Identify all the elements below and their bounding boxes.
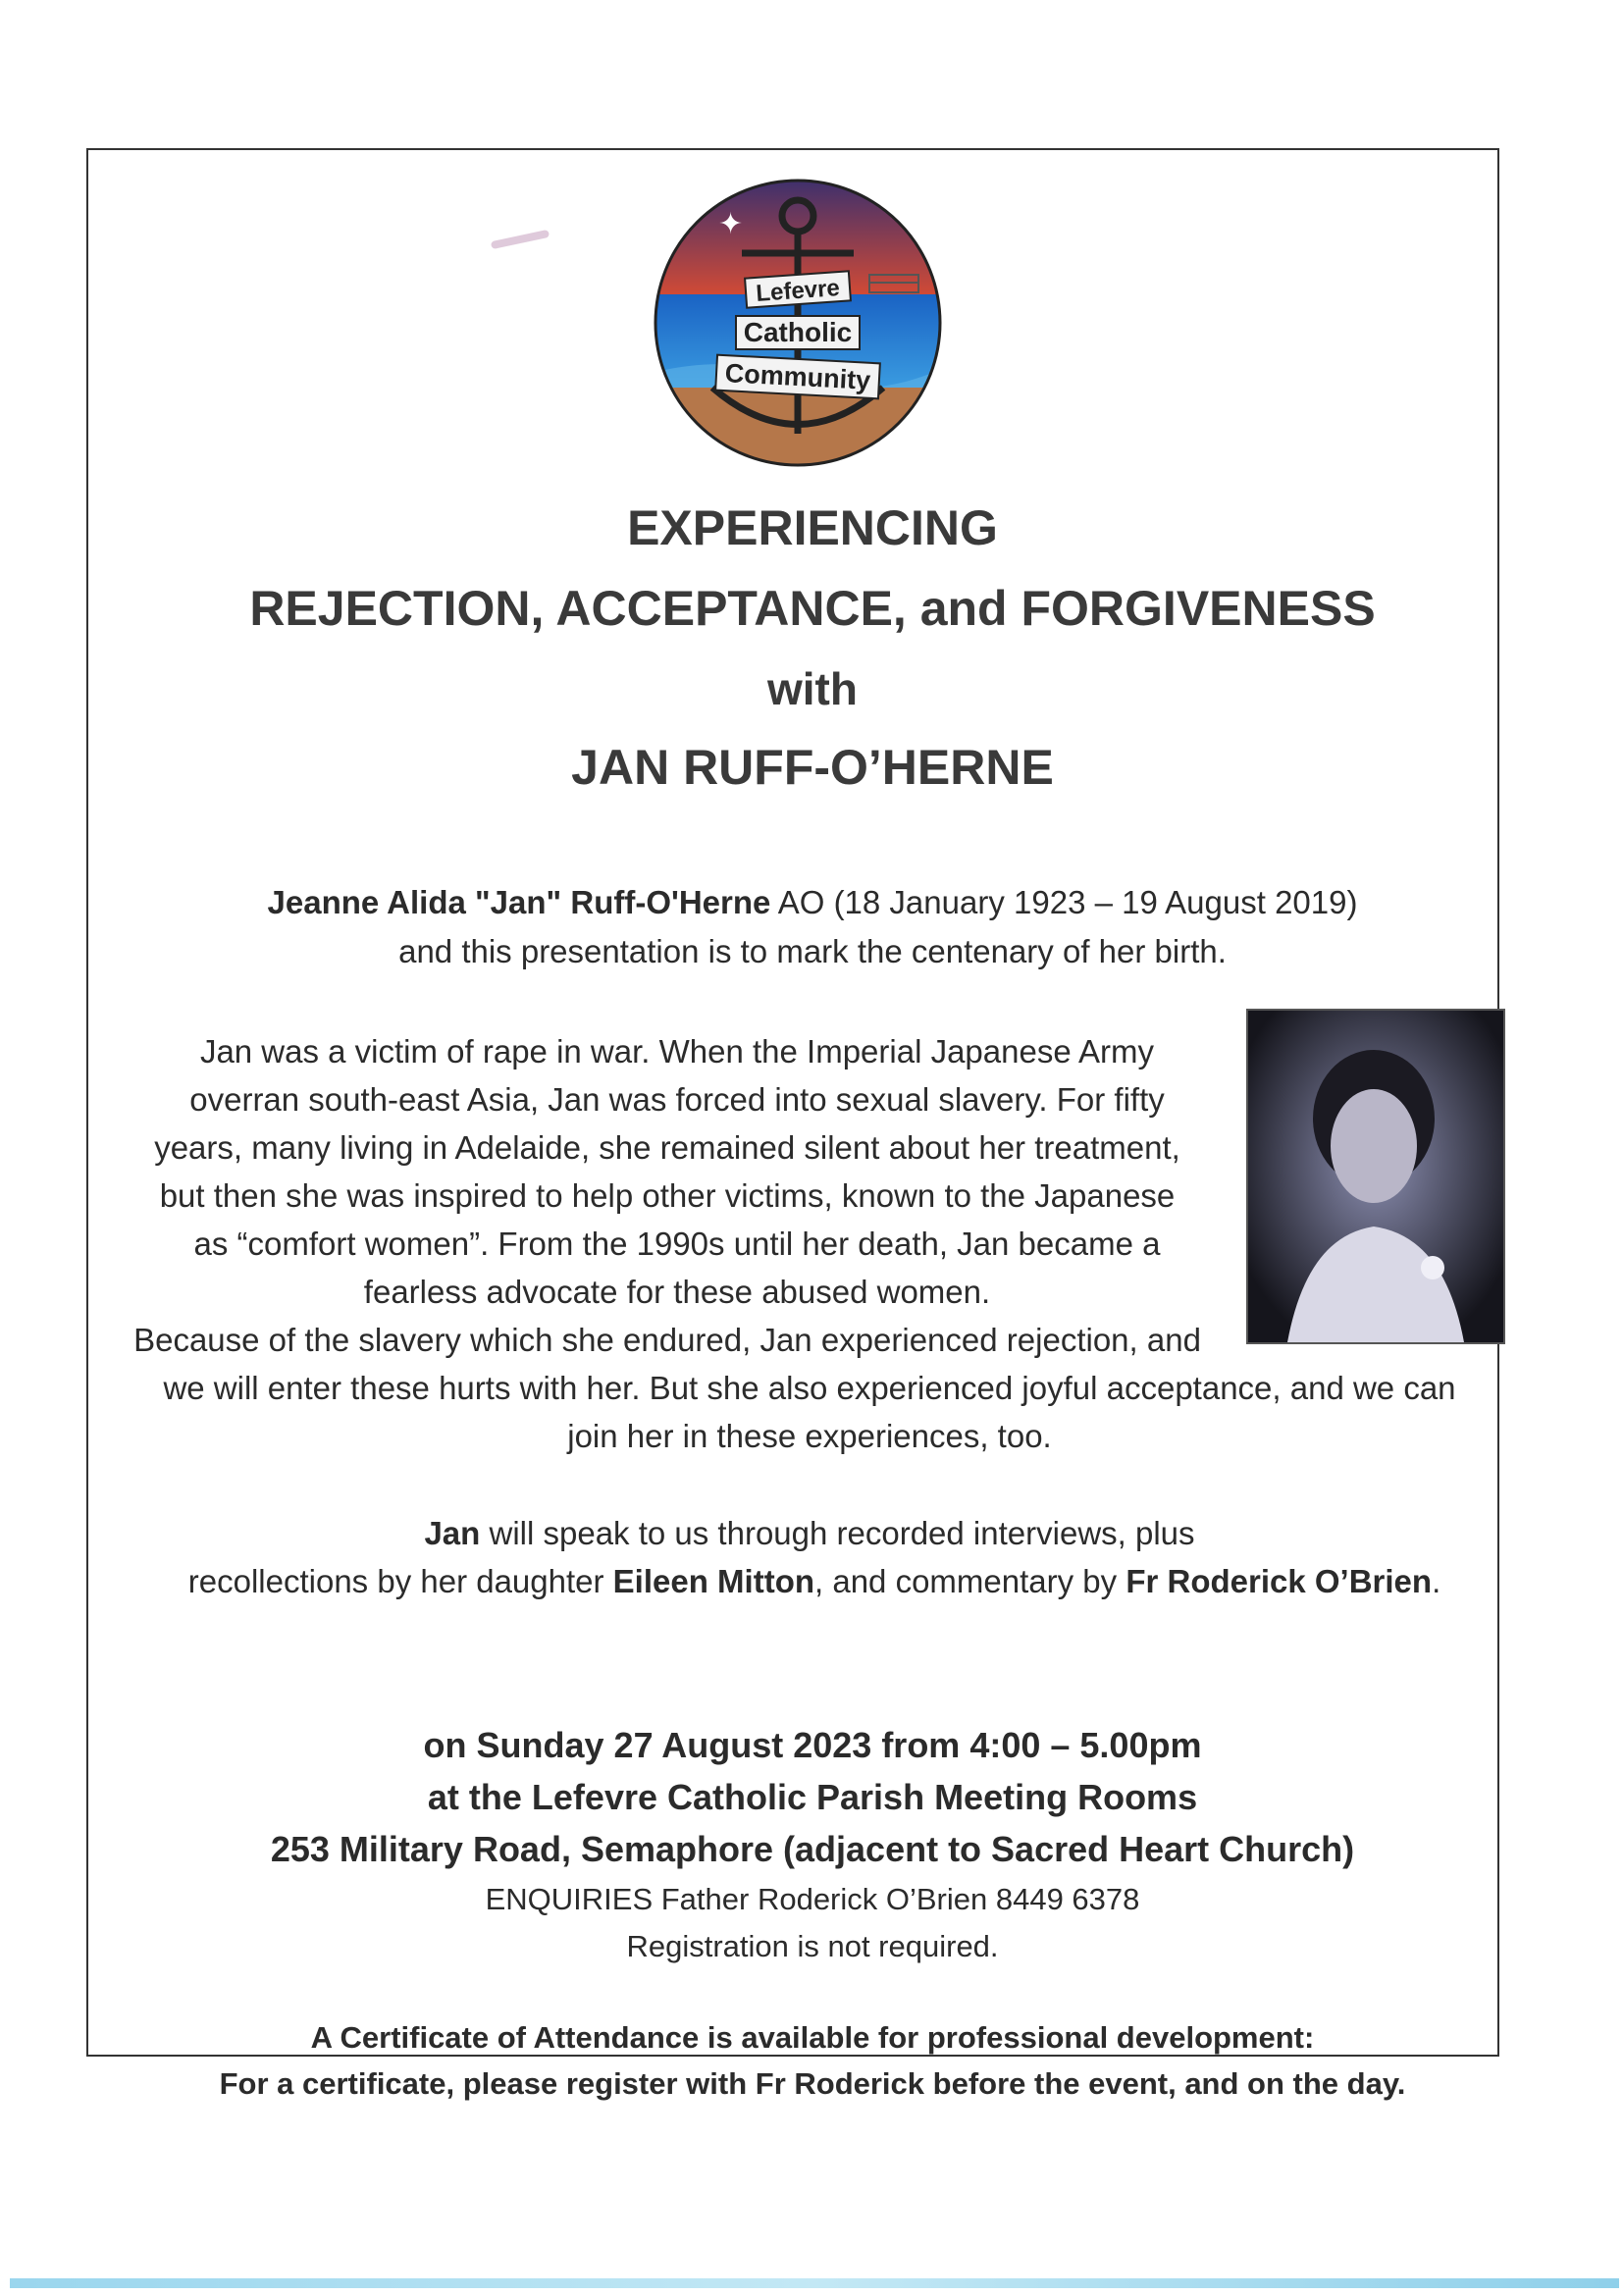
body-line-5: as “comfort women”. From the 1990s until her death, Jan became a: [193, 1226, 1161, 1262]
svg-text:Community: Community: [724, 358, 871, 395]
certificate-line-1: A Certificate of Attendance is available for professional development:: [310, 2020, 1315, 2055]
speakers-line-2-c: .: [1432, 1563, 1441, 1599]
event-where: at the Lefevre Catholic Parish Meeting Rooms: [427, 1777, 1198, 1817]
body-line-1: Jan was a victim of rape in war. When the Imperial Japanese Army: [199, 1033, 1155, 1070]
body-line-9: join her in these experiences, too.: [567, 1418, 1052, 1454]
lefevre-catholic-community-logo: [652, 177, 944, 469]
certificate-line-2: For a certificate, please register with Fr Roderick before the event, and on the day.: [219, 2066, 1406, 2101]
body-line-7: Because of the slavery which she endured, Jan experienced rejection, and: [133, 1322, 1201, 1358]
title-line-3: with: [767, 663, 858, 714]
title-line-1: EXPERIENCING: [627, 500, 998, 555]
intro-paragraph: [86, 878, 1539, 976]
title-line-4: JAN RUFF-O’HERNE: [571, 740, 1054, 795]
portrait-photo: [1246, 1009, 1505, 1344]
speaker-eileen: Eileen Mitton: [612, 1563, 815, 1599]
portrait-photo-icon: [1248, 1011, 1503, 1342]
full-name: Jeanne Alida "Jan" Ruff-O'Herne: [267, 884, 771, 920]
svg-text:Lefevre: Lefevre: [755, 275, 841, 307]
speakers-line-1: [98, 1509, 1521, 1557]
body-line-2: overran south-east Asia, Jan was forced into sexual slavery. For fifty: [189, 1081, 1165, 1118]
speakers-line-2: [98, 1557, 1531, 1605]
scan-edge-line: [10, 2278, 1619, 2288]
speakers-line-2-a: recollections by her daughter: [187, 1563, 613, 1599]
speaker-jan: Jan: [424, 1515, 481, 1551]
life-dates: AO (18 January 1923 – 19 August 2019): [770, 884, 1358, 920]
event-address: 253 Military Road, Semaphore (adjacent to Sacred Heart Church): [270, 1829, 1355, 1869]
body-line-4: but then she was inspired to help other victims, known to the Japanese: [159, 1177, 1176, 1214]
body-line-6: fearless advocate for these abused women.: [363, 1274, 991, 1310]
body-line-3: years, many living in Adelaide, she remained silent about her treatment,: [154, 1129, 1180, 1166]
speaker-roderick: Fr Roderick O’Brien: [1126, 1563, 1433, 1599]
intro-line-2: and this presentation is to mark the centenary of her birth.: [398, 933, 1227, 969]
event-registration: Registration is not required.: [626, 1929, 999, 1963]
body-line-8: we will enter these hurts with her. But she also experienced joyful acceptance, and we can: [163, 1370, 1456, 1406]
event-enquiries: ENQUIRIES Father Roderick O’Brien 8449 6378: [485, 1882, 1140, 1916]
svg-text:Catholic: Catholic: [743, 317, 853, 347]
event-when: on Sunday 27 August 2023 from 4:00 – 5.00pm: [423, 1725, 1202, 1765]
title-line-2: REJECTION, ACCEPTANCE, and FORGIVENESS: [249, 581, 1376, 636]
svg-text:✦: ✦: [718, 207, 744, 241]
speakers-line-1-text: will speak to us through recorded interviews, plus: [480, 1515, 1195, 1551]
speakers-line-2-b: , and commentary by: [814, 1563, 1126, 1599]
